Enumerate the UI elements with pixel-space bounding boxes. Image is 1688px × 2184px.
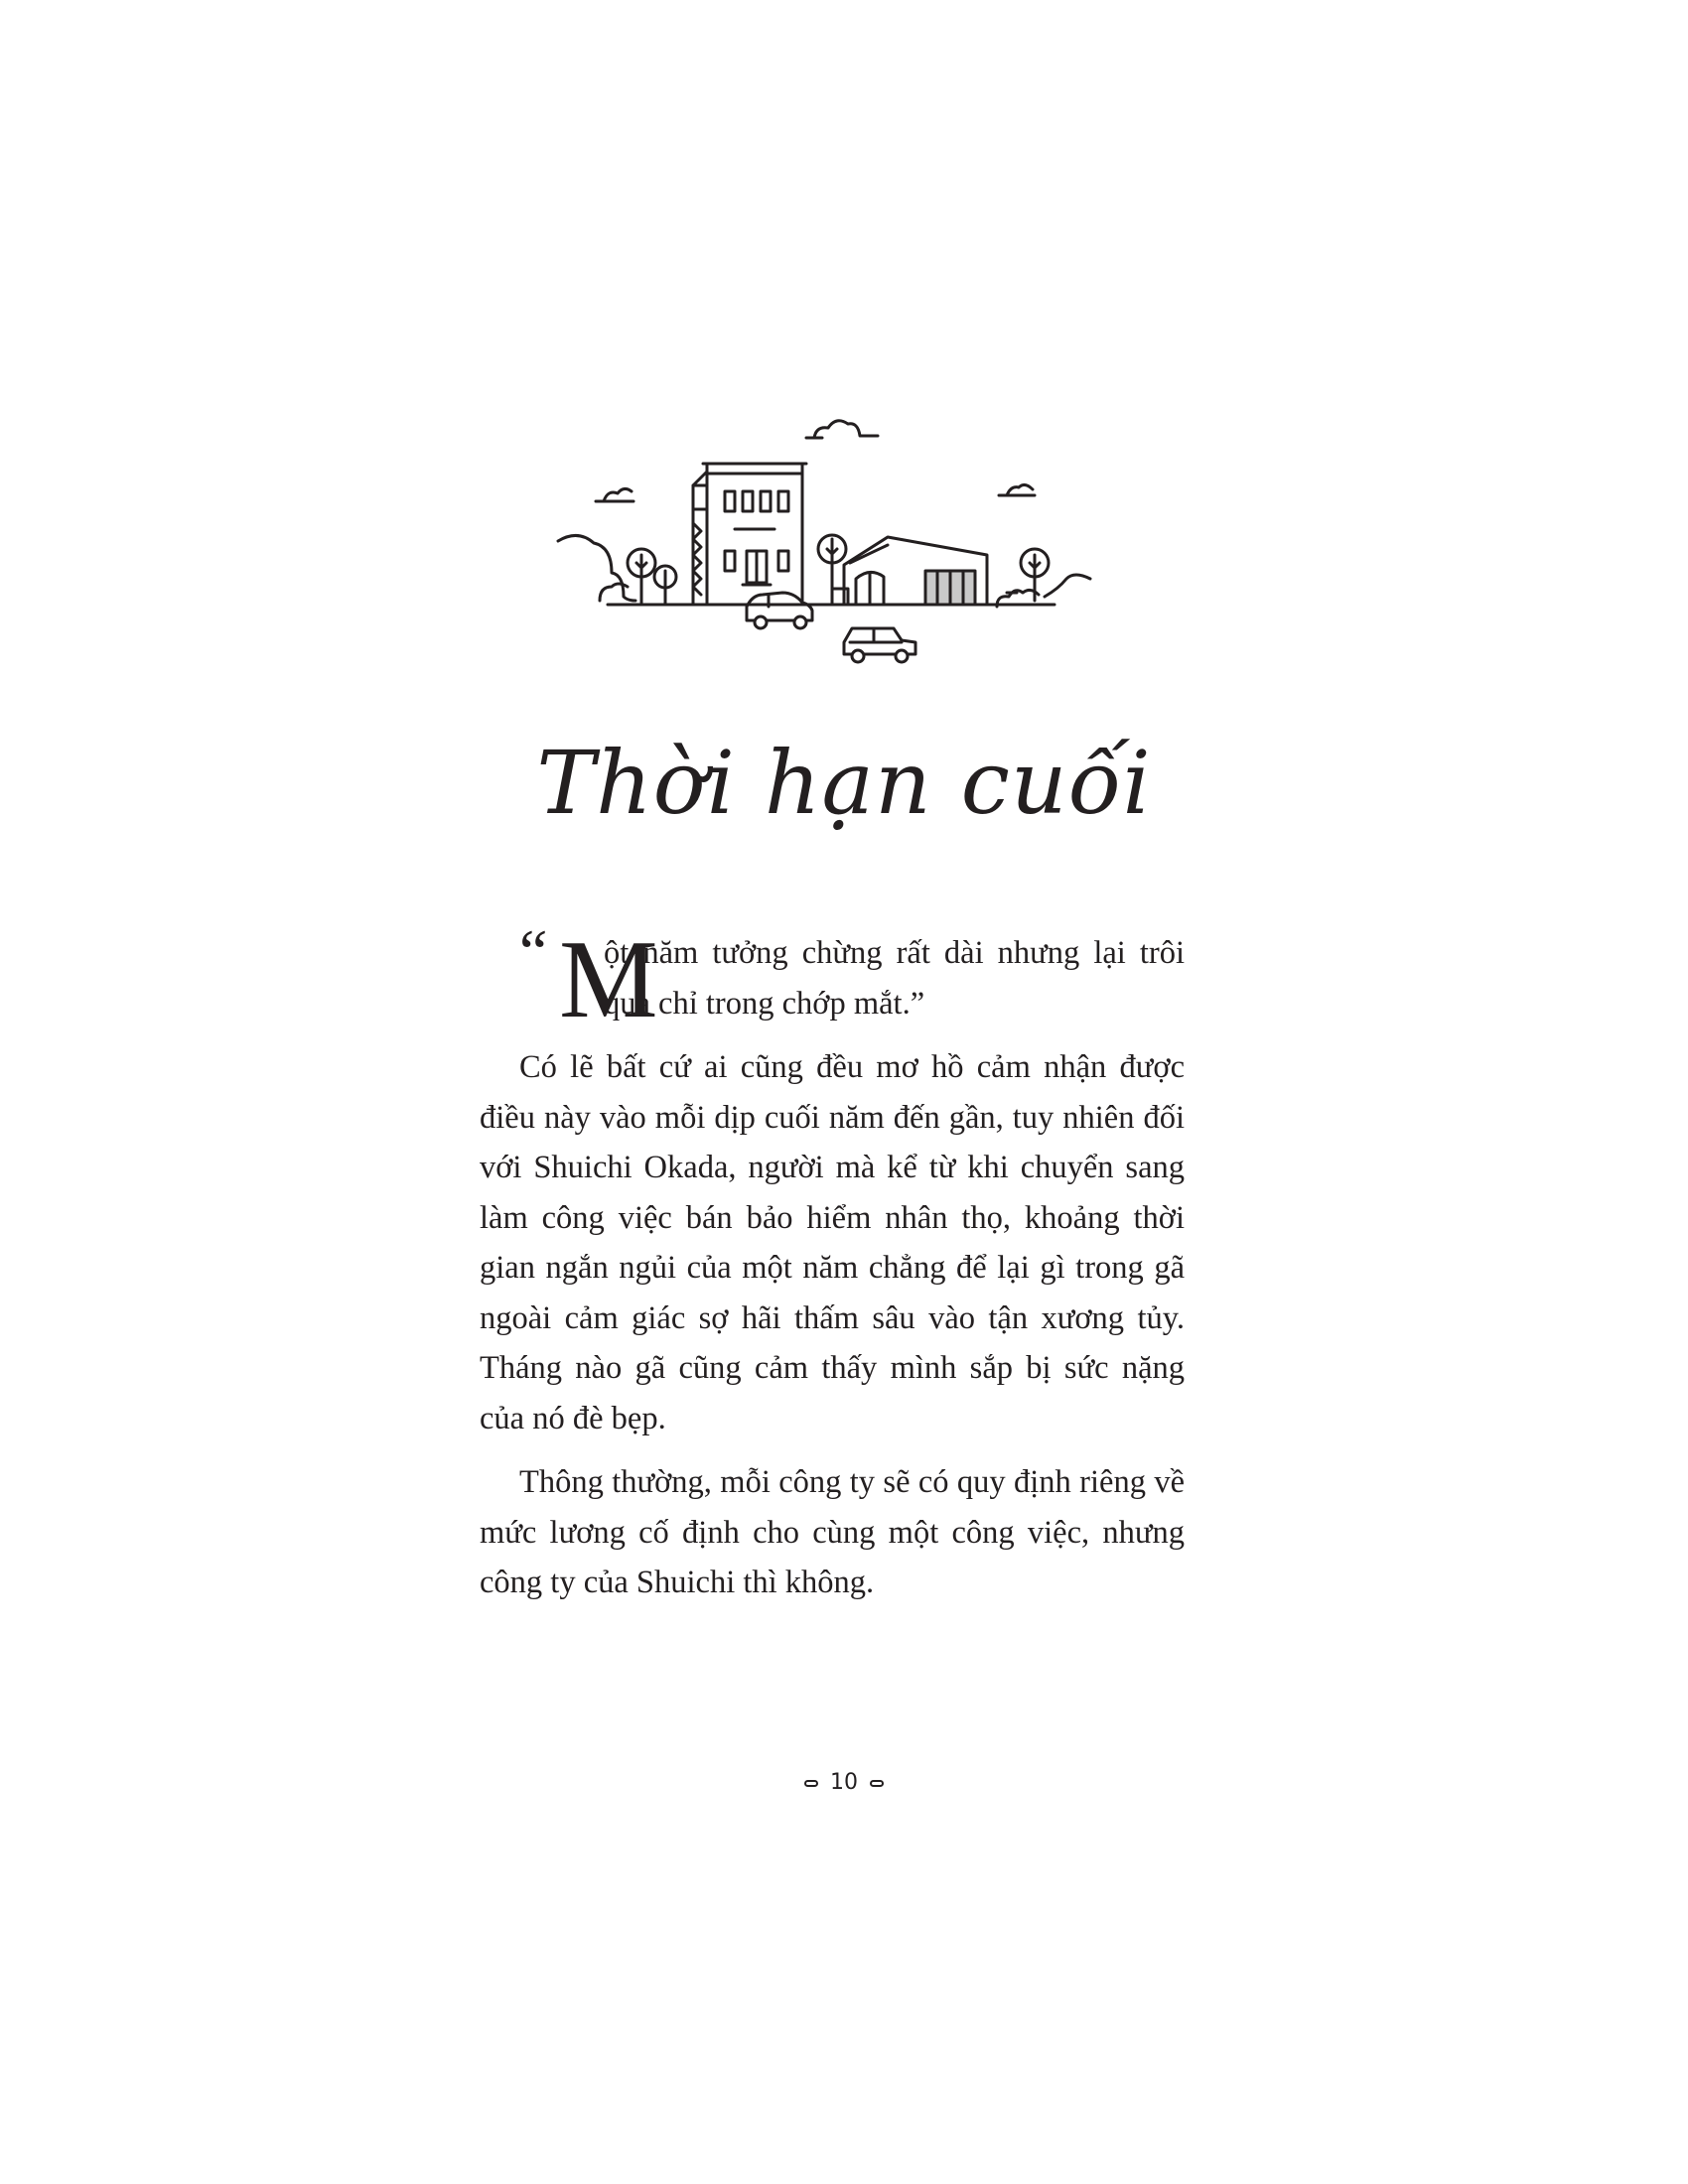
page-number-ornament-right [870, 1780, 884, 1787]
opening-quote-text: ột năm tưởng chừng rất dài nhưng lại trôi qua chỉ trong chớp mắt.” [604, 935, 1185, 1022]
page-number-footer [0, 1770, 1688, 1795]
cloud-icon [596, 488, 633, 501]
cloud-icon [999, 484, 1035, 495]
opening-paragraph [480, 916, 1185, 1041]
drop-cap: M [559, 918, 658, 1041]
paragraph: Thông thường, mỗi công ty sẽ có quy định riêng về mức lương cố định cho cùng một công việc, nhưng công ty của Shuichi thì không. [480, 1464, 1185, 1600]
body-text [480, 916, 1185, 1622]
page-number-ornament-left [804, 1780, 818, 1787]
car-icon [844, 628, 915, 662]
apartment-building-icon [693, 464, 806, 605]
town-illustration [548, 412, 1104, 670]
cloud-icon [806, 421, 878, 438]
paragraph: Có lẽ bất cứ ai cũng đều mơ hồ cảm nhận được điều này vào mỗi dịp cuối năm đến gần, tuy nhiên đối với Shuichi Okada, người mà kể từ khi chuyển sang làm công việc bán bảo hiểm nhân thọ, khoảng thời gian ngắn ngủi của một năm chẳng để lại gì trong gã ngoài cảm giác sợ hãi thấm sâu vào tận xương tủy. Tháng nào gã cũng cảm thấy mình sắp bị sức nặng của nó đè bẹp. [480, 1049, 1185, 1436]
opening-quote-mark: “ [519, 916, 548, 987]
warehouse-building-icon [832, 537, 987, 605]
page-number: 10 [830, 1770, 858, 1795]
chapter-title: Thời hạn cuối [536, 732, 1152, 834]
tree-icon [628, 549, 655, 603]
bush-icon [558, 535, 635, 601]
bush-icon [997, 575, 1090, 607]
tree-icon [654, 566, 676, 605]
